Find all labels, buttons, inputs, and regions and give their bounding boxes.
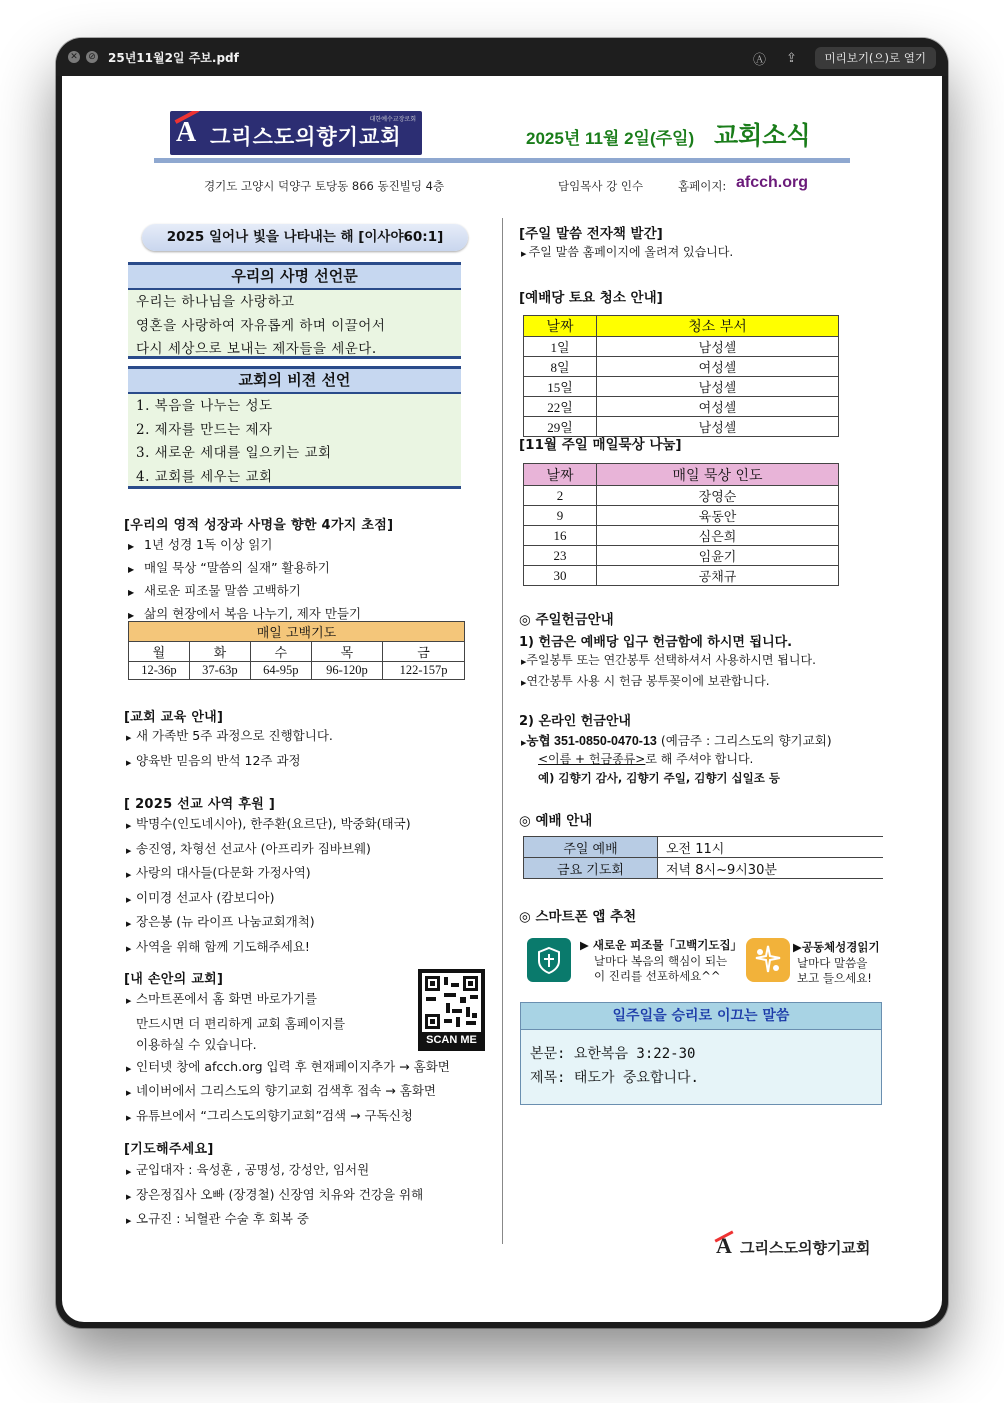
bullet-icon: ▶ (126, 895, 132, 904)
table-row: 23 임윤기 (524, 546, 839, 566)
mission-body (128, 290, 461, 359)
app2-desc: 보고 들으세요! (797, 971, 872, 985)
bullet-icon: ▶ (126, 1217, 132, 1225)
year-theme-banner: 2025 일어나 빛을 나타내는 해 [이사야60:1] (142, 224, 468, 251)
prayer-title: [기도해주세요] (124, 1142, 214, 1157)
offering-sub1: 1) 헌금은 예배당 입구 헌금함에 하시면 됩니다. (519, 635, 793, 650)
bullet-icon: ▶ (521, 679, 527, 687)
education-title: [교회 교육 안내] (124, 710, 224, 725)
page-range-cell: 122-157p (383, 662, 465, 680)
page-range-cell: 64-95p (250, 662, 311, 680)
logo-name: 그리스도의향기교회 (210, 125, 402, 149)
window-title: 25년11월2일 주보.pdf (108, 50, 239, 65)
table-row: 22일 여성셀 (524, 397, 839, 417)
mission-line: 다시 세상으로 보내는 제자들을 세운다. (136, 341, 377, 357)
day-cell: 금 (383, 642, 465, 662)
pocket-church-list (126, 988, 450, 1129)
app2-name: ▶공동체성경읽기 (793, 940, 880, 954)
share-icon[interactable]: ⇪ (786, 50, 797, 66)
church-address: 경기도 고양시 덕양구 토당동 866 동진빌딩 4층 (204, 179, 445, 193)
table-header: 매일 묵상 인도 (597, 464, 839, 486)
table-row: 30 공채규 (524, 566, 839, 586)
missions-list (126, 813, 411, 960)
document-page (62, 76, 942, 1322)
homepage-label: 홈페이지: (678, 179, 727, 193)
bullet-icon: ▶ (126, 846, 132, 855)
offering-note: <이름 + 헌금종류>로 해 주셔야 합니다. (538, 752, 754, 766)
bullet-icon: ▶ (126, 1089, 132, 1097)
table-row: 9 육동안 (524, 506, 839, 526)
qr-pattern (422, 973, 481, 1032)
verse-title: 일주일을 승리로 이끄는 말씀 (521, 1003, 881, 1030)
table-row: 2 장영순 (524, 486, 839, 506)
bullet-icon: ▶ (128, 542, 135, 551)
devotion-table (523, 463, 839, 586)
offering-sub2: 2) 온라인 헌금안내 (519, 714, 631, 729)
list-item: ▶ 사역을 위해 함께 기도해주세요! (126, 936, 411, 961)
table-row: 8일 여성셀 (524, 357, 839, 377)
list-item: ▶ 군입대자 : 육성훈 , 공명성, 강성안, 임서원 (126, 1159, 423, 1184)
bullet-icon: ▶ (126, 871, 132, 879)
worship-table (523, 836, 883, 879)
table-row: 금요 기도회 저녁 8시~9시30분 (524, 858, 884, 879)
church-logo (170, 111, 422, 155)
day-cell: 수 (250, 642, 311, 662)
mission-title: 우리의 사명 선언문 (128, 262, 461, 290)
ebook-text: ▶ 주일 말씀 홈페이지에 올려져 있습니다. (521, 245, 734, 259)
mission-line: 영혼을 사랑하여 자유롭게 하며 이끌어서 (136, 317, 386, 334)
bullet-icon: ▶ (126, 1113, 132, 1122)
bank-account: ▶농협 351-0850-0470-13 (예금주 : 그리스도의 향기교회) (521, 733, 832, 748)
ebook-title: [주일 말씀 전자책 발간] (519, 226, 663, 242)
bullet-icon: ▶ (126, 1064, 132, 1073)
offering-list1 (521, 651, 816, 693)
list-item: ▶ 장은봉 (뉴 라이프 나눔교회개척) (126, 911, 411, 936)
bulletin-date: 2025년 11월 2일(주일) (526, 129, 695, 148)
bullet-icon: ▶ (126, 758, 132, 767)
app1-name: ▶ 새로운 피조물「고백기도집」 (580, 938, 743, 952)
table-header: 청소 부서 (597, 316, 839, 337)
footer-logo-a: A (716, 1233, 732, 1258)
list-item: ▶ 매일 묵상 “말씀의 실재” 활용하기 (124, 557, 361, 580)
confession-table (128, 621, 465, 680)
missions-title: [ 2025 선교 사역 후원 ] (124, 797, 276, 812)
bullet-icon: ▶ (521, 739, 527, 747)
mission-line: 우리는 하나님을 사랑하고 (136, 294, 295, 310)
list-item: ▶ 인터넷 창에 afcch.org 입력 후 현재페이지추가 → 홈화면 (126, 1056, 450, 1081)
list-item: ▶ 이미경 선교사 (캄보디아) (126, 887, 411, 912)
day-cell: 월 (129, 642, 190, 662)
confession-app-icon[interactable] (527, 938, 571, 982)
list-item: 이용하실 수 있습니다. (136, 1037, 257, 1052)
bullet-icon: ▶ (126, 1168, 132, 1176)
table-header: 날짜 (524, 316, 597, 337)
cleaning-title: [예배당 토요 청소 안내] (519, 290, 663, 306)
list-item: ▶ 유튜브에서 “그리스도의향기교회”검색 → 구독신청 (126, 1105, 450, 1130)
bulletin-title: 교회소식 (714, 121, 811, 150)
worship-title: ◎ 예배 안내 (519, 813, 593, 829)
bible-reading-app-icon[interactable] (746, 938, 790, 982)
list-item: ▶주일봉투 또는 연간봉투 선택하셔서 사용하시면 됩니다. (521, 653, 816, 667)
table-row: 15일 남성셀 (524, 377, 839, 397)
bullet-icon: ▶ (126, 822, 132, 830)
bullet-icon: ▶ (126, 734, 132, 742)
list-item: ▶ 사랑의 대사들(다문화 가정사역) (126, 862, 411, 887)
vision-title: 교회의 비젼 선언 (128, 366, 461, 394)
list-item: ▶ 장은정집사 오빠 (장경철) 신장염 치유와 건강을 위해 (126, 1184, 423, 1209)
cleaning-table (523, 315, 839, 437)
weekly-verse-box (520, 1002, 882, 1105)
app1-desc: 날마다 복음의 핵심이 되는 (594, 953, 728, 968)
offering-title: ◎ 주일헌금안내 (519, 612, 614, 628)
column-divider (502, 218, 503, 1244)
verse-subject: 제목: 태도가 중요합니다. (530, 1070, 699, 1086)
footer-logo-name: 그리스도의향기교회 (740, 1239, 871, 1257)
devotion-title: [11월 주일 매일묵상 나눔] (519, 437, 682, 453)
minimize-icon[interactable]: ⊘ (86, 51, 98, 63)
focus-list (124, 534, 361, 626)
vision-line: 3. 새로운 세대를 일으키는 교회 (136, 445, 332, 461)
bullet-icon: ▶ (126, 1192, 132, 1201)
list-item: 만드시면 더 편리하게 교회 홈페이지를 (136, 1015, 346, 1031)
focus-title: [우리의 영적 성장과 사명을 향한 4가지 초점] (124, 518, 394, 533)
list-item: ▶ 송진영, 차형선 선교사 (아프리카 짐바브웨) (126, 838, 411, 863)
table-row: 16 심은희 (524, 526, 839, 546)
app1-text (580, 938, 742, 985)
bullet-icon: ▶ (521, 658, 527, 666)
verse-passage: 본문: 요한복음 3:22-30 (530, 1046, 696, 1062)
list-item: ▶연간봉투 사용 시 헌금 봉투꽂이에 보관합니다. (521, 674, 770, 688)
header-rule (154, 158, 850, 163)
list-item: ▶ 양육반 믿음의 반석 12주 과정 (126, 750, 333, 775)
vision-line: 4. 교회를 세우는 교회 (136, 468, 273, 485)
offering-example: 예) 김향기 감사, 김향기 주일, 김향기 십일조 등 (538, 771, 780, 785)
bullet-icon: ▶ (521, 250, 529, 258)
list-item: ▶ 오규진 : 뇌혈관 수술 후 회복 중 (126, 1208, 423, 1233)
apps-title: ◎ 스마트폰 앱 추천 (519, 909, 637, 925)
homepage-link[interactable]: afcch.org (736, 174, 809, 191)
vision-line: 1. 복음을 나누는 성도 (136, 398, 273, 414)
list-item: ▶ 스마트폰에서 홈 화면 바로가기를 (126, 988, 450, 1013)
list-item: ▶ 네이버에서 그리스도의 향기교회 검색후 접속 → 홈화면 (126, 1080, 450, 1105)
bullet-icon: ▶ (126, 944, 132, 953)
vision-line: 2. 제자를 만드는 제자 (136, 421, 273, 438)
bullet-icon: ▶ (126, 920, 132, 928)
prayer-list (126, 1159, 423, 1233)
list-item: ▶ 새로운 피조물 말씀 고백하기 (124, 580, 361, 603)
page-range-cell: 37-63p (189, 662, 250, 680)
qr-label: SCAN ME (426, 1034, 477, 1046)
app2-text (793, 940, 880, 987)
app2-desc: 날마다 말씀을 (797, 955, 868, 970)
footer-logo (712, 1231, 882, 1261)
list-item: ▶ 새 가족반 5주 과정으로 진행합니다. (126, 725, 333, 750)
day-cell: 목 (311, 642, 382, 662)
confession-title: 매일 고백기도 (129, 622, 465, 642)
qr-code[interactable] (418, 969, 485, 1051)
education-list (126, 725, 333, 774)
bullet-icon: ▶ (126, 997, 132, 1005)
logo-a-mark: A (176, 117, 197, 148)
bullet-icon: ▶ (128, 565, 135, 574)
pocket-church-title: [내 손안의 교회] (124, 972, 224, 987)
bullet-icon: ▶ (128, 611, 135, 620)
table-row: 29일 남성셀 (524, 417, 839, 437)
table-row: 주일 예배 오전 11시 (524, 837, 884, 858)
page-range-cell: 12-36p (129, 662, 190, 680)
pastor-name: 담임목사 강 인수 (558, 179, 644, 193)
title-bar (56, 38, 948, 76)
bullet-icon: ▶ (128, 588, 135, 597)
list-item: ▶ 삶의 현장에서 복음 나누기, 제자 만들기 (124, 603, 361, 626)
day-cell: 화 (189, 642, 250, 662)
list-item: ▶ 박명수(인도네시아), 한주환(요르단), 박중화(태국) (126, 813, 411, 838)
table-row: 1일 남성셀 (524, 337, 839, 357)
page-range-cell: 96-120p (311, 662, 382, 680)
list-item: ▶ 1년 성경 1독 이상 읽기 (124, 534, 361, 557)
table-header: 날짜 (524, 464, 597, 486)
open-in-preview-button[interactable]: 미리보기(으)로 열기 (815, 47, 937, 69)
close-icon[interactable]: ✕ (68, 51, 80, 63)
logo-subtitle: 대한예수교장로회 (369, 116, 416, 123)
markup-icon[interactable]: Ⓐ (752, 52, 766, 68)
app1-desc: 이 진리를 선포하세요^^ (594, 969, 721, 983)
vision-body (128, 394, 461, 489)
